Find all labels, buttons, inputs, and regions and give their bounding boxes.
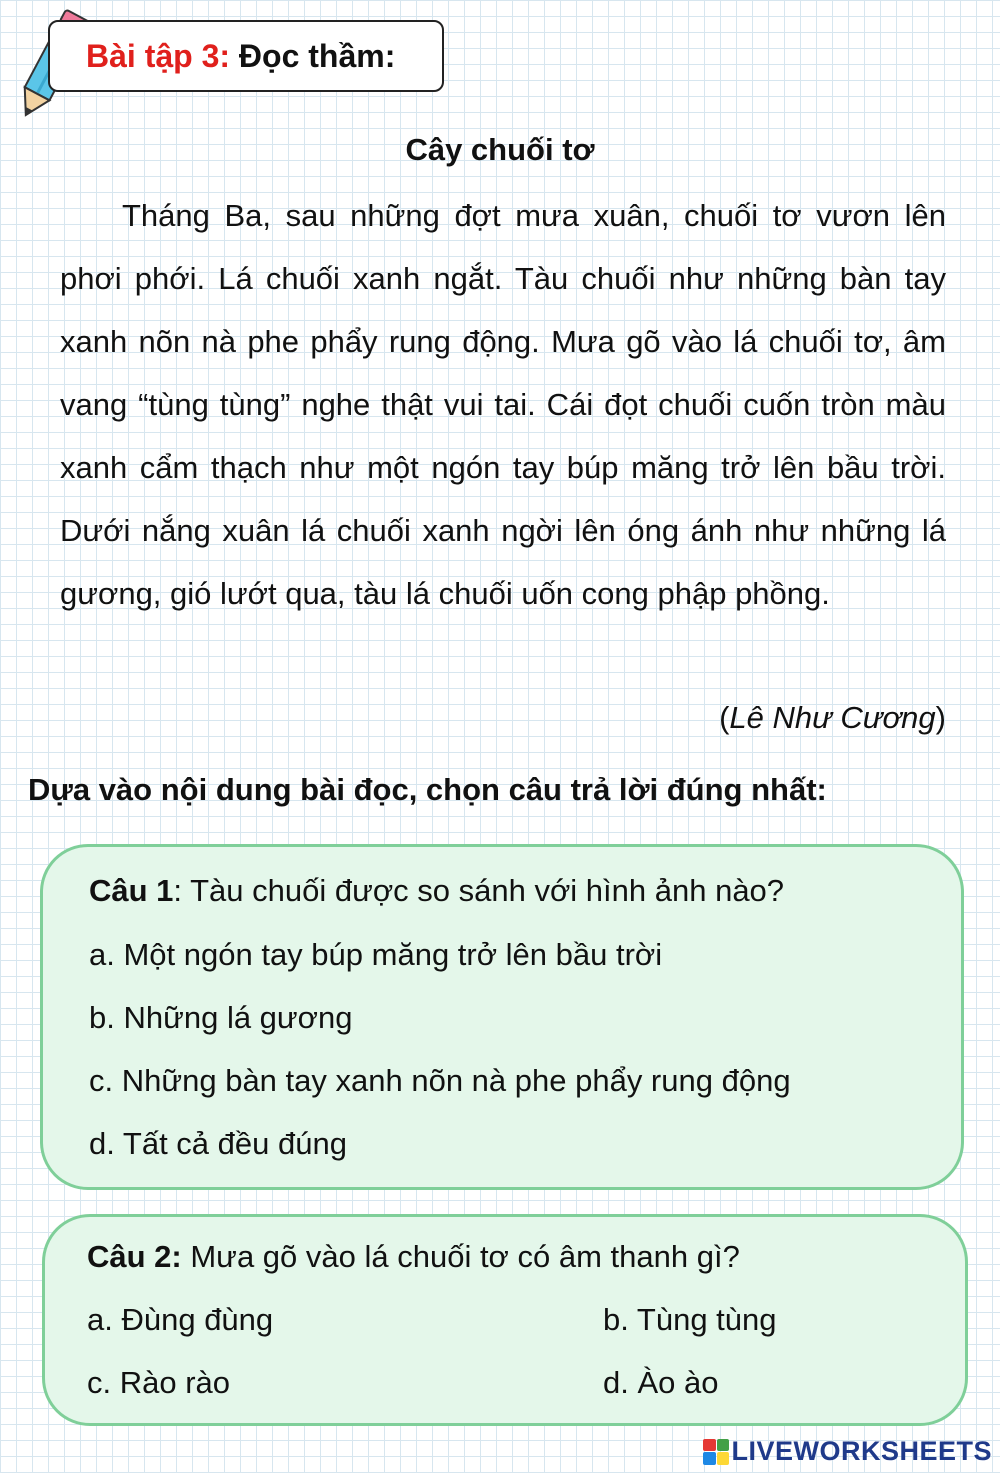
- liveworksheets-logo-icon: [703, 1439, 729, 1465]
- story-author: (Lê Như Cương): [719, 700, 946, 735]
- author-name: Lê Như Cương: [729, 700, 936, 735]
- question-2-text: Mưa gõ vào lá chuối tơ có âm thanh gì?: [181, 1239, 740, 1274]
- question-1-option-c[interactable]: c. Những bàn tay xanh nõn nà phe phẩy rung động: [89, 1063, 791, 1098]
- question-1-option-b[interactable]: b. Những lá gương: [89, 1000, 353, 1035]
- question-2-prompt: [87, 1239, 740, 1275]
- question-2-label: Câu 2:: [87, 1239, 182, 1274]
- question-2-option-b[interactable]: b. Tùng tùng: [603, 1302, 777, 1337]
- question-1-label: Câu 1: [89, 873, 174, 908]
- question-2-option-a[interactable]: a. Đùng đùng: [87, 1302, 274, 1337]
- exercise-label: Bài tập 3:: [86, 38, 231, 74]
- question-1-box: [40, 844, 964, 1190]
- exercise-heading: Đọc thầm:: [238, 38, 396, 74]
- question-1-prompt: [89, 873, 784, 909]
- question-1-text: : Tàu chuối được so sánh với hình ảnh nào?: [173, 873, 785, 908]
- question-1-option-a[interactable]: a. Một ngón tay búp măng trở lên bầu trời: [89, 937, 663, 972]
- brand-name: LIVEWORKSHEETS: [731, 1436, 992, 1466]
- instruction-text: Dựa vào nội dung bài đọc, chọn câu trả lời đúng nhất:: [28, 772, 827, 807]
- question-1-option-d[interactable]: d. Tất cả đều đúng: [89, 1126, 347, 1161]
- question-2-option-d[interactable]: d. Ào ào: [603, 1365, 719, 1400]
- exercise-title: [86, 38, 395, 75]
- story-title: Cây chuối tơ: [405, 132, 595, 167]
- reading-passage: Tháng Ba, sau những đợt mưa xuân, chuối tơ vươn lên phơi phới. Lá chuối xanh ngắt. Tàu chuối như những bàn tay xanh nõn nà phe phẩy rung động. Mưa gõ vào lá chuối tơ, âm vang “tùng tùng” nghe thật vui tai. Cái đọt chuối cuốn tròn màu xanh cẩm thạch như một ngón tay búp măng trở lên bầu trời. Dưới nắng xuân lá chuối xanh ngời lên óng ánh như những lá gương, gió lướt qua, tàu lá chuối uốn cong phập phồng.: [60, 198, 946, 611]
- liveworksheets-logo: [703, 1436, 992, 1467]
- question-2-box: [42, 1214, 968, 1426]
- question-2-option-c[interactable]: c. Rào rào: [87, 1365, 231, 1400]
